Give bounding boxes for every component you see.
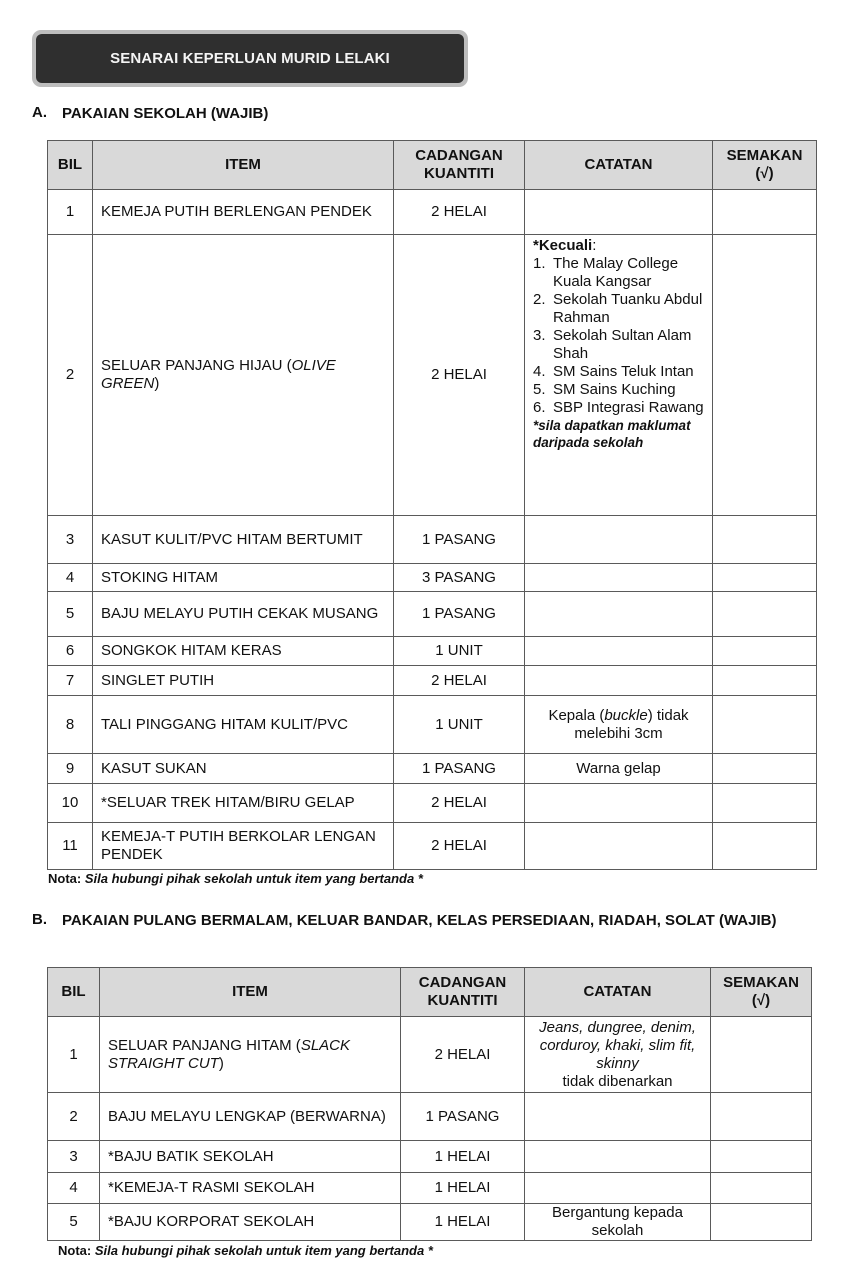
item-quantity: 1 UNIT: [394, 696, 525, 754]
item-note: Warna gelap: [525, 754, 713, 784]
check-cell[interactable]: [711, 1093, 812, 1141]
item-quantity: 1 PASANG: [394, 592, 525, 637]
item-name: BAJU MELAYU PUTIH CEKAK MUSANG: [93, 592, 394, 637]
item-note: Jeans, dungree, denim, corduroy, khaki, slim fit, skinny tidak dibenarkan: [525, 1017, 711, 1093]
col-note: CATATAN: [525, 968, 711, 1017]
check-cell[interactable]: [713, 516, 817, 564]
row-number: 5: [48, 1204, 100, 1241]
item-quantity: 1 PASANG: [394, 516, 525, 564]
check-cell[interactable]: [713, 666, 817, 696]
item-name: KEMEJA PUTIH BERLENGAN PENDEK: [93, 190, 394, 235]
table-row: [48, 516, 817, 564]
section-b-note: [58, 1243, 433, 1258]
col-item: ITEM: [100, 968, 401, 1017]
item-name: SELUAR PANJANG HIJAU (OLIVE GREEN): [93, 235, 394, 516]
table-row: [48, 754, 817, 784]
table-a: [47, 140, 817, 870]
table-row: [48, 637, 817, 666]
item-note: [525, 592, 713, 637]
row-number: 2: [48, 1093, 100, 1141]
item-note: [525, 784, 713, 823]
item-note: [525, 1141, 711, 1173]
item-quantity: 1 PASANG: [401, 1093, 525, 1141]
row-number: 6: [48, 637, 93, 666]
section-a-note: [48, 871, 423, 886]
section-b-title: PAKAIAN PULANG BERMALAM, KELUAR BANDAR, KELAS PERSEDIAAN, RIADAH, SOLAT (WAJIB): [62, 912, 777, 929]
check-cell[interactable]: [713, 696, 817, 754]
check-cell[interactable]: [713, 637, 817, 666]
item-name: *BAJU KORPORAT SEKOLAH: [100, 1204, 401, 1241]
item-note: [525, 235, 713, 516]
section-a-title: PAKAIAN SEKOLAH (WAJIB): [62, 105, 269, 122]
check-cell[interactable]: [713, 823, 817, 870]
item-name: KASUT SUKAN: [93, 754, 394, 784]
table-row: [48, 1141, 812, 1173]
check-cell[interactable]: [713, 190, 817, 235]
item-note: [525, 190, 713, 235]
check-cell[interactable]: [711, 1204, 812, 1241]
row-number: 8: [48, 696, 93, 754]
title-banner: [32, 30, 468, 87]
col-check: SEMAKAN (√): [711, 968, 812, 1017]
table-row: [48, 564, 817, 592]
section-b-heading: [32, 911, 822, 930]
row-number: 2: [48, 235, 93, 516]
exception-item: 1. The Malay College Kuala Kangsar: [533, 255, 679, 290]
item-quantity: 1 HELAI: [401, 1204, 525, 1241]
item-name: *SELUAR TREK HITAM/BIRU GELAP: [93, 784, 394, 823]
row-number: 4: [48, 1173, 100, 1204]
item-note: Kepala (buckle) tidak melebihi 3cm: [525, 696, 713, 754]
table-row: [48, 592, 817, 637]
check-cell[interactable]: [713, 235, 817, 516]
note-label: Nota:: [58, 1243, 92, 1258]
table-row: [48, 823, 817, 870]
exception-item: 2. Sekolah Tuanku Abdul Rahman: [533, 291, 703, 326]
exception-item: 4. SM Sains Teluk Intan: [533, 363, 694, 380]
item-quantity: 2 HELAI: [394, 823, 525, 870]
col-note: CATATAN: [525, 141, 713, 190]
item-quantity: 1 UNIT: [394, 637, 525, 666]
item-note: Bergantung kepada sekolah: [525, 1204, 711, 1241]
item-name: SINGLET PUTIH: [93, 666, 394, 696]
item-name: SONGKOK HITAM KERAS: [93, 637, 394, 666]
item-name: *BAJU BATIK SEKOLAH: [100, 1141, 401, 1173]
col-qty: CADANGAN KUANTITI: [394, 141, 525, 190]
item-note: [525, 1093, 711, 1141]
note-text: Sila hubungi pihak sekolah untuk item yang bertanda *: [84, 871, 423, 886]
item-note: [525, 1173, 711, 1204]
check-cell[interactable]: [713, 564, 817, 592]
check-cell[interactable]: [711, 1141, 812, 1173]
item-note: [525, 516, 713, 564]
item-quantity: 1 HELAI: [401, 1173, 525, 1204]
item-quantity: 1 HELAI: [401, 1141, 525, 1173]
table-a-header: [48, 141, 817, 190]
table-row: [48, 235, 817, 516]
row-number: 3: [48, 516, 93, 564]
table-row: [48, 1017, 812, 1093]
item-name: STOKING HITAM: [93, 564, 394, 592]
item-name: BAJU MELAYU LENGKAP (BERWARNA): [100, 1093, 401, 1141]
row-number: 7: [48, 666, 93, 696]
exception-item: 3. Sekolah Sultan Alam Shah: [533, 327, 692, 362]
row-number: 4: [48, 564, 93, 592]
col-item: ITEM: [93, 141, 394, 190]
table-b-header: [48, 968, 812, 1017]
col-qty: CADANGAN KUANTITI: [401, 968, 525, 1017]
table-row: [48, 666, 817, 696]
item-quantity: 1 PASANG: [394, 754, 525, 784]
table-row: [48, 1204, 812, 1241]
row-number: 9: [48, 754, 93, 784]
item-quantity: 2 HELAI: [394, 666, 525, 696]
item-name: KEMEJA-T PUTIH BERKOLAR LENGAN PENDEK: [93, 823, 394, 870]
page-title: SENARAI KEPERLUAN MURID LELAKI: [36, 34, 464, 83]
check-cell[interactable]: [713, 592, 817, 637]
item-note: [525, 564, 713, 592]
item-note: [525, 637, 713, 666]
row-number: 10: [48, 784, 93, 823]
table-row: [48, 190, 817, 235]
section-a-heading: [32, 104, 268, 123]
item-quantity: 2 HELAI: [394, 784, 525, 823]
item-note: [525, 823, 713, 870]
exception-footnote: *sila dapatkan maklumat daripada sekolah: [533, 418, 691, 450]
row-number: 1: [48, 1017, 100, 1093]
table-row: [48, 1173, 812, 1204]
table-row: [48, 1093, 812, 1141]
item-name: KASUT KULIT/PVC HITAM BERTUMIT: [93, 516, 394, 564]
check-cell[interactable]: [713, 784, 817, 823]
item-quantity: 2 HELAI: [401, 1017, 525, 1093]
check-cell[interactable]: [713, 754, 817, 784]
note-text: Sila hubungi pihak sekolah untuk item yang bertanda *: [94, 1243, 433, 1258]
section-b-letter: B.: [32, 911, 47, 928]
col-bil: BIL: [48, 141, 93, 190]
item-name: SELUAR PANJANG HITAM (SLACK STRAIGHT CUT): [100, 1017, 401, 1093]
table-row: [48, 696, 817, 754]
check-cell[interactable]: [711, 1017, 812, 1093]
exception-item: 5. SM Sains Kuching: [533, 381, 676, 398]
item-name: TALI PINGGANG HITAM KULIT/PVC: [93, 696, 394, 754]
row-number: 1: [48, 190, 93, 235]
table-b: [47, 967, 812, 1241]
row-number: 11: [48, 823, 93, 870]
col-bil: BIL: [48, 968, 100, 1017]
exception-list: *Kecuali: 1. The Malay College Kuala Kangsar 2. Sekolah Tuanku Abdul Rahman 3. Sekolah Sultan Alam Shah 4. SM Sains Teluk Intan 5. SM Sains Kuching 6. SBP Integrasi Rawang *sila dapatkan maklumat daripada sekolah: [533, 235, 706, 453]
check-cell[interactable]: [711, 1173, 812, 1204]
row-number: 5: [48, 592, 93, 637]
exception-item: 6. SBP Integrasi Rawang: [533, 399, 704, 416]
row-number: 3: [48, 1141, 100, 1173]
section-a-letter: A.: [32, 104, 47, 121]
item-name: *KEMEJA-T RASMI SEKOLAH: [100, 1173, 401, 1204]
item-quantity: 2 HELAI: [394, 190, 525, 235]
table-row: [48, 784, 817, 823]
item-quantity: 3 PASANG: [394, 564, 525, 592]
item-quantity: 2 HELAI: [394, 235, 525, 516]
col-check: SEMAKAN (√): [713, 141, 817, 190]
item-note: [525, 666, 713, 696]
note-label: Nota:: [48, 871, 82, 886]
